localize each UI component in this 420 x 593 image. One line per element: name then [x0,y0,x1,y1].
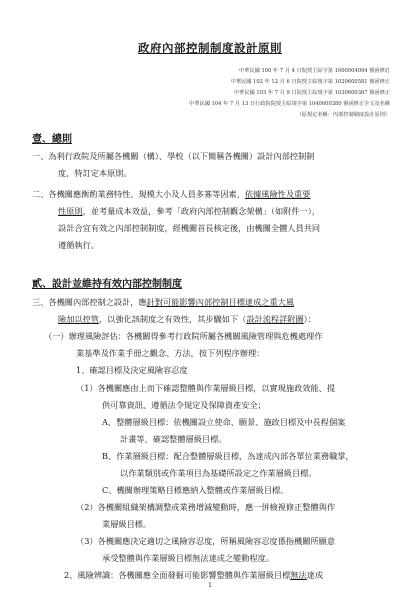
paragraph-line: 一、為利行政院及所屬各機關（構）、學校（以下簡稱各機關）設計內部控制制 [32,151,315,161]
underlined-text: 無法 [290,570,307,580]
paragraph-line: （1）各機關應由上而下確認整體與作業層級目標，以實現施政效能、提 [76,383,336,393]
paragraph-line: A、整體層級目標：依機關設立使命、願景、施政目標及中長程個案 [102,417,346,427]
underlined-text: 針對可能影響內部控制目標達成之重大風 [146,297,295,307]
paragraph-line: 承受整體與作業層級目標無法達成之變動程度。 [102,553,274,563]
underlined-text: 性原則 [58,206,83,216]
underlined-text: 依據風險性及重要 [244,189,311,199]
text-run: 三、各機關內部控制之設計，應 [32,297,147,307]
page-number: 1 [208,582,212,589]
revision-line: 中華民國 103 年 7 月 9 日院授主綜規字第 1030600367 號函修正 [233,90,390,96]
paragraph-line: （一）辦理風險評估：各機關得參考行政院所屬各機關風險管理與危機處理作 [44,331,323,341]
text-run: 達成 [306,570,324,580]
text-run: 2、風險辨識：各機關應全面發掘可能影響整體與作業層級目標 [64,570,291,580]
revision-line: （原規定名稱：內部控制制度設計原則） [296,112,390,118]
paragraph-line: 業基準及作業手冊之觀念、方法，按下列程序辦理： [76,348,265,358]
paragraph-line: 1、確認目標及決定風險容忍度 [76,365,188,375]
paragraph-line: 供可靠資訊、遵循法令規定及保障資產安全； [102,400,266,410]
text-run: 二、各機關應衡酌業務特性、規模大小及人員多寡等因素， [32,189,245,199]
underlined-text: 設計流程詳附圖 [246,314,304,324]
paragraph-line: 以作業類別或作業項目為基礎所設定之作業層級目標。 [120,468,317,478]
paragraph-line: （2）各機關組織架構調整或業務增減變動時，應一併檢視修正整體與作 [76,502,336,512]
text-run: ）： [303,314,316,324]
section-heading: 壹、總則 [32,134,72,145]
paragraph-line: C、機關辦理策略目標應納入整體或作業層級目標。 [102,485,289,495]
paragraph-line [32,186,310,203]
section-heading: 貳、設計並維持有效內部控制制度 [32,279,182,290]
revision-line: 中華民國 100 年 7 月 4 日院授主綜字第 1000004094 號函修訂 [239,68,390,74]
paragraph-line [32,294,294,311]
paragraph-line: 業層級目標。 [102,519,152,529]
document-title: 政府內部控制制度設計原則 [138,41,282,55]
paragraph-line: 度，特訂定本原則。 [58,168,132,178]
paragraph-line [58,311,316,328]
paragraph-line: 計畫等，確認整體層級目標。 [120,434,227,444]
underlined-text: 險加以控管 [58,314,99,324]
paragraph-line: 遵循執行。 [58,240,99,250]
text-run: ，以強化該制度之有效性，其步驟如下（ [98,314,247,324]
paragraph-line: 設計合宜有效之內部控制制度，經機關首長核定後，由機關全體人員共同 [58,223,321,233]
paragraph-line: （3）各機關應決定適切之風險容忍度，所稱風險容忍度係指機關所願意 [76,536,336,546]
revision-line: 中華民國 104 年 7 月 13 日行政院院授主綜規字第 1040600380 號函修正全文及名稱 [189,101,390,107]
paragraph-line [58,203,320,220]
revision-line: 中華民國 102 年 12 月 6 日院授主綜規字第 1020600581 號函修正 [230,79,390,85]
text-run: ，並考量成本效益，參考「政府內部控制觀念架構」（如附件一）， [82,206,321,216]
paragraph-line: B、作業層級目標：配合整體層級目標，為達成內部各單位業務職掌， [102,451,354,461]
